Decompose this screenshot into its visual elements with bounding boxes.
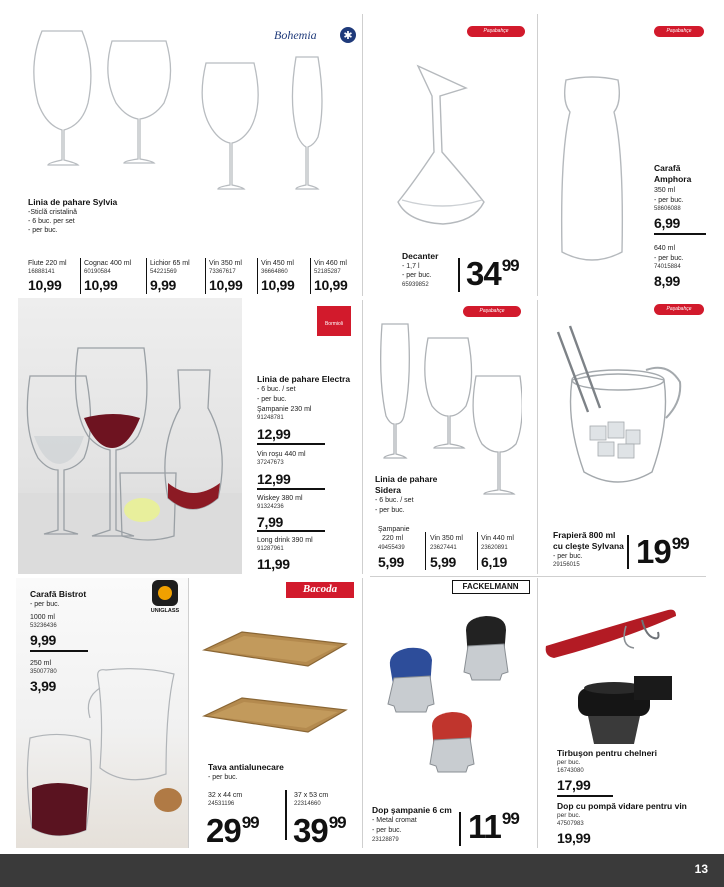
sidera-title: Sidera [375,485,401,495]
bistrot-per: - per buc. [30,601,60,608]
item-code: 49455439 [378,545,405,551]
decanter-price: $34^{99}$ [466,255,519,292]
sidera-desc: - per buc. [375,507,405,514]
item-name: Vin 460 ml [314,260,347,267]
tava-code: 24531196 [208,801,235,807]
item-name: Vin roşu 440 ml [257,451,306,458]
bormioli-logo: Bormioli [317,306,351,336]
item-code: 23627441 [430,545,457,551]
sylvia-desc: - 6 buc. per set [28,218,75,225]
decanter-title: Decanter [402,251,439,261]
tava-price: $29^{99}$ [206,812,259,849]
bistrot-code: 35007780 [30,669,57,675]
item-name: Vin 450 ml [261,260,294,267]
pasabahce-logo: Paşabahçe [467,26,525,37]
item-price: 10,99 [261,277,295,293]
ice-bucket-image [548,322,698,502]
tirbuson-title: Tirbuşon pentru chelneri [557,748,657,758]
tava-price: $39^{99}$ [293,812,346,849]
item-code: 54221569 [150,269,177,275]
bistrot-volume: 250 ml [30,660,52,667]
bistrot-code: 53236436 [30,623,57,629]
item-name: Vin 350 ml [430,535,463,542]
frapiera-title: Frapieră 800 ml [553,530,616,540]
amphora-price: 8,99 [654,273,681,289]
item-price: 11,99 [257,556,290,572]
item-name: Vin 350 ml [209,260,242,267]
champagne-stoppers-image [374,612,524,782]
tirbuson-per: per buc. [557,759,581,766]
item-price: 5,99 [378,554,405,570]
amphora-volume: 350 ml [654,187,676,194]
electra-desc: - per buc. [257,396,287,403]
item-code: 91287961 [257,546,284,552]
pompa-title: Dop cu pompă vidare pentru vin [557,801,687,811]
amphora-per: - per buc. [654,197,684,204]
corkscrew-image [542,596,702,746]
dop-desc: - per buc. [372,827,402,834]
item-code: 91324236 [257,504,284,510]
sidera-desc: - 6 buc. / set [375,497,414,504]
dop-code: 23128879 [372,837,399,843]
item-name: Cognac 400 ml [84,260,132,267]
item-name: Wiskey 380 ml [257,495,303,502]
page-number: 13 [694,862,708,876]
amphora-title: Amphora [654,174,692,184]
electra-photo [18,298,242,574]
electra-desc: - 6 buc. / set [257,386,296,393]
amphora-price: 6,99 [654,215,681,231]
item-price: 10,99 [28,277,62,293]
item-code: 16888141 [28,269,55,275]
sylvia-glasses-image [20,25,360,190]
item-price: 5,99 [430,554,457,570]
pasabahce-logo: Paşabahçe [654,304,704,315]
pompa-price: 19,99 [557,830,591,846]
decanter-volume: - 1,7 l [402,263,420,270]
bacoda-logo: Bacoda [286,582,354,598]
dop-desc: - Metal cromat [372,817,417,824]
tava-code: 22314660 [294,801,321,807]
decanter-per: - per buc. [402,272,432,279]
pasabahce-logo: Paşabahçe [654,26,704,37]
tava-size: 32 x 44 cm [208,792,243,799]
item-name: Lichior 65 ml [150,260,190,267]
page-footer [0,854,724,887]
sidera-glasses-image [372,320,522,500]
item-price: 12,99 [257,471,291,487]
bistrot-price: 9,99 [30,632,57,648]
item-code: 23620891 [481,545,508,551]
decanter-code: 65939852 [402,282,429,288]
electra-title: Linia de pahare Electra [257,374,351,384]
amphora-carafe-image [552,72,632,272]
item-code: 73367617 [209,269,236,275]
item-price: 12,99 [257,426,291,442]
sidera-title: Linia de pahare [375,474,438,484]
frapiera-title: cu cleşte Sylvana [553,541,624,551]
item-price: 7,99 [257,514,284,530]
amphora-code: 74015884 [654,264,681,270]
sylvia-desc: -Sticlă cristalină [28,209,78,216]
item-price: 10,99 [84,277,118,293]
uniglass-logo: UNIGLASS [148,580,182,618]
item-price: 6,19 [481,554,508,570]
amphora-title: Carafă [654,163,681,173]
item-price: 10,99 [209,277,243,293]
decanter-image [388,62,498,232]
fackelmann-logo: FACKELMANN [452,580,530,594]
item-price: 9,99 [150,277,177,293]
tava-size: 37 x 53 cm [294,792,329,799]
pasabahce-logo: Paşabahçe [463,306,521,317]
amphora-per: - per buc. [654,255,684,262]
bistrot-title: Carafă Bistrot [30,589,87,599]
item-code: 36664860 [261,269,288,275]
item-name: Şampanie 230 ml [257,406,312,413]
amphora-code: 58606088 [654,206,681,212]
item-name: Long drink 390 ml [257,537,313,544]
svg-text:✱: ✱ [343,29,353,42]
pompa-code: 47507983 [557,821,584,827]
frapiera-code: 29156015 [553,562,580,568]
item-code: 37247673 [257,460,284,466]
trays-image [196,628,356,748]
bistrot-volume: 1000 ml [30,614,55,621]
tirbuson-code: 16743080 [557,768,584,774]
amphora-volume: 640 ml [654,245,676,252]
sylvia-desc: - per buc. [28,227,58,234]
item-name: Vin 440 ml [481,535,514,542]
bohemia-logo: Bohemia ✱ [274,27,358,45]
frapiera-price: $19^{99}$ [636,533,689,570]
tava-title: Tava antialunecare [208,762,284,772]
pompa-per: per buc. [557,812,581,819]
item-name: 220 ml [382,535,404,542]
tirbuson-price: 17,99 [557,777,591,793]
frapiera-per: - per buc. [553,553,583,560]
item-code: 52185287 [314,269,341,275]
dop-price: $11^{99}$ [468,808,519,845]
item-code: 91248781 [257,415,284,421]
item-code: 60190584 [84,269,111,275]
item-name: Flute 220 ml [28,260,67,267]
dop-title: Dop şampanie 6 cm [372,805,452,815]
tava-per: - per buc. [208,774,238,781]
item-price: 10,99 [314,277,348,293]
bistrot-price: 3,99 [30,678,57,694]
sylvia-title: Linia de pahare Sylvia [28,197,118,207]
item-name: Şampanie [378,526,410,533]
